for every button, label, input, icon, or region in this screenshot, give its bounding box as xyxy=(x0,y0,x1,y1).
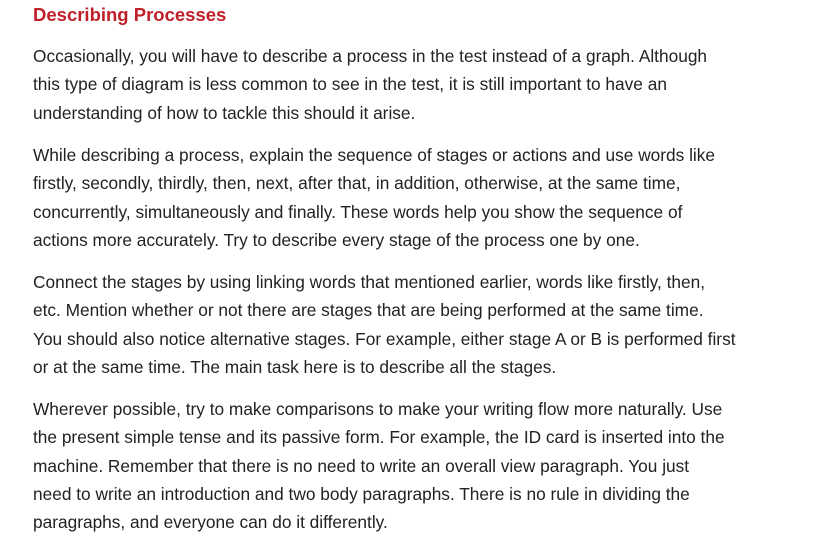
paragraph-line: need to write an introduction and two body paragraphs. There is no rule in dividing the xyxy=(33,483,690,504)
paragraph-line: etc. Mention whether or not there are stages that are being performed at the same time. xyxy=(33,300,704,321)
paragraph-line: While describing a process, explain the sequence of stages or actions and use words like xyxy=(33,145,716,165)
paragraph-line: concurrently, simultaneously and finally. These words help you show the sequence of xyxy=(33,201,683,222)
paragraph-line: this type of diagram is less common to see in the test, it is still important to have an xyxy=(33,74,667,95)
paragraph-line: firstly, secondly, thirdly, then, next, after that, in addition, otherwise, at the same time, xyxy=(33,173,681,194)
paragraph-line: understanding of how to tackle this should it arise. xyxy=(33,102,416,123)
paragraph-line: Wherever possible, try to make comparisons to make your writing flow more naturally. Use xyxy=(33,399,723,419)
paragraph-line: Occasionally, you will have to describe a process in the test instead of a graph. Although xyxy=(33,46,708,66)
paragraph-comparisons xyxy=(33,395,803,536)
paragraph-line: or at the same time. The main task here is to describe all the stages. xyxy=(33,356,557,377)
paragraph-line: machine. Remember that there is no need to write an overall view paragraph. You just xyxy=(33,455,690,476)
paragraph-intro xyxy=(33,42,803,127)
paragraph-line: Connect the stages by using linking words that mentioned earlier, words like firstly, then, xyxy=(33,272,706,292)
paragraph-line: You should also notice alternative stages. For example, either stage A or B is performed first xyxy=(33,328,736,349)
paragraph-line: paragraphs, and everyone can do it differently. xyxy=(33,512,388,533)
paragraph-sequence-words xyxy=(33,141,803,254)
paragraph-line: actions more accurately. Try to describe every stage of the process one by one. xyxy=(33,229,640,250)
document-content xyxy=(33,0,803,533)
paragraph-connect-stages xyxy=(33,268,803,381)
section-heading: Describing Processes xyxy=(33,4,227,25)
paragraph-line: the present simple tense and its passive form. For example, the ID card is inserted into the xyxy=(33,427,725,448)
